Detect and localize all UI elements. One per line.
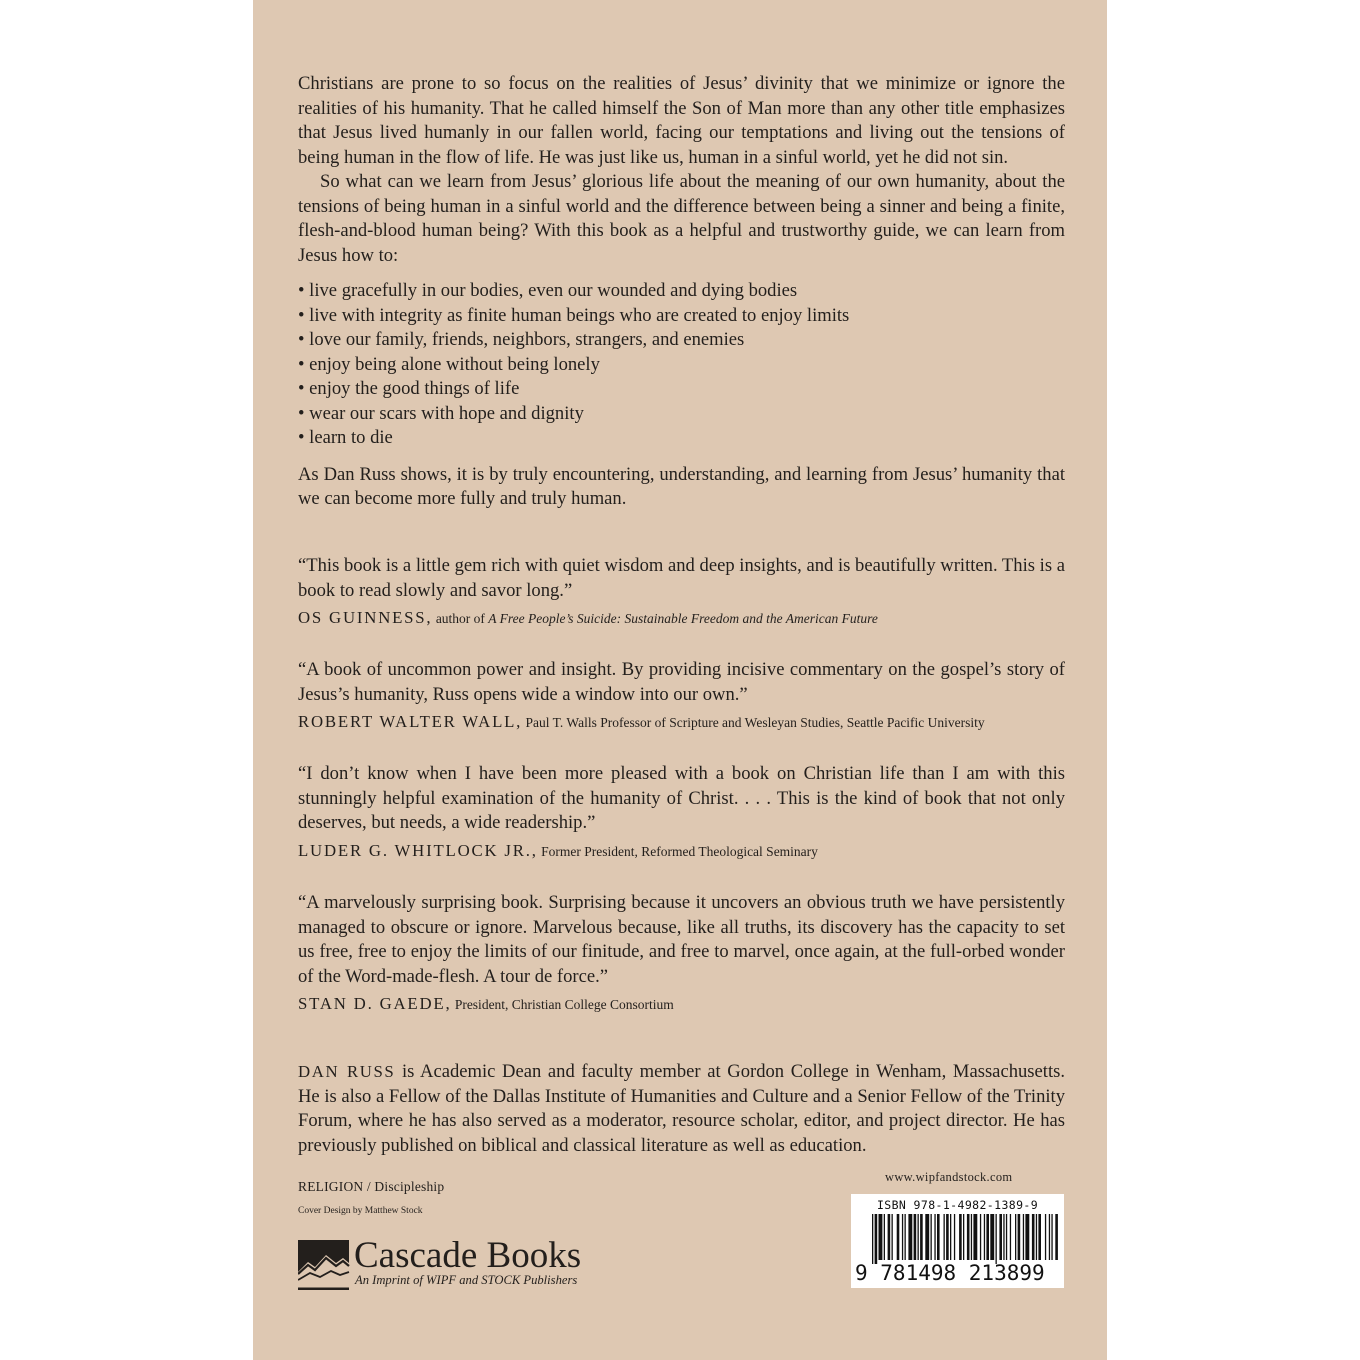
publisher-website: www.wipfandstock.com [885, 1170, 1013, 1184]
learning-list [298, 279, 1065, 451]
barcode-bar [905, 1214, 906, 1260]
barcode-bar [879, 1214, 883, 1260]
list-item: • enjoy being alone without being lonely [298, 353, 600, 375]
endorser-role: Paul T. Walls Professor of Scripture and Wesleyan Studies, Seattle Pacific University [525, 715, 985, 730]
barcode-bar [1015, 1214, 1016, 1260]
barcode-bar [1036, 1214, 1037, 1260]
endorsement-quote: “This book is a little gem rich with quiet wisdom and deep insights, and is beautifully written. This is a book to read slowly and savor long.” [298, 555, 1065, 601]
endorser-role: President, Christian College Consortium [454, 997, 674, 1012]
endorsement-attribution [298, 840, 1065, 863]
endorsement-quote: “I don’t know when I have been more pleased with a book on Christian life than I am with this stunningly helpful examination of the humanity of Christ. . . . This is the kind of book that not only deserves, but needs, a wide readership.” [298, 763, 1065, 833]
list-item: • wear our scars with hope and dignity [298, 402, 584, 424]
barcode-bar [1032, 1214, 1035, 1260]
endorsement-attribution [298, 993, 1065, 1016]
barcode-bar [1055, 1214, 1058, 1260]
barcode-bar [925, 1214, 929, 1260]
list-item: • learn to die [298, 427, 393, 448]
endorser-role: Former President, Reformed Theological Seminary [541, 843, 818, 859]
barcode-bar [897, 1214, 900, 1260]
description-block [298, 72, 1065, 512]
barcode-bar [971, 1214, 972, 1260]
barcode-bar [996, 1214, 997, 1264]
endorsement [298, 554, 1065, 630]
endorsement-quote: “A marvelously surprising book. Surprising because it uncovers an obvious truth we have persistently managed to obscure or ignore. Marvelous because, like all truths, its discovery has the capacity to set us free, free to enjoy the limits of our finitude, and free to marvel, once again, at the full-orbed wonder of the Word-made-flesh. A tour de force.” [298, 892, 1065, 987]
barcode-bar [944, 1214, 945, 1260]
barcode-bar [892, 1214, 893, 1260]
author-name: DAN RUSS [298, 1062, 396, 1081]
endorsement [298, 762, 1065, 863]
cascade-mountain-icon [298, 1240, 350, 1292]
barcode-bar [967, 1214, 970, 1260]
endorser-role: author of [435, 611, 485, 626]
barcode-bar [872, 1214, 873, 1264]
endorsement-quote: “A book of uncommon power and insight. By providing incisive commentary on the gospel’s story of Jesus’s humanity, Russ opens wide a window into our own.” [298, 659, 1065, 705]
publisher-name: Cascade Books [354, 1235, 582, 1276]
cover-design-credit: Cover Design by Matthew Stock [298, 1206, 423, 1216]
isbn-number: ISBN 978-1-4982-1389-9 [876, 1198, 1039, 1212]
barcode-bar [954, 1214, 955, 1260]
list-item: • love our family, friends, neighbors, strangers, and enemies [298, 329, 745, 350]
description-paragraph-2: So what can we learn from Jesus’ glorious life about the meaning of our own humanity, about the tensions of being human in a sinful world and the difference between being a sinner and being a finite, flesh-and-blood human being? With this book as a helpful and trustworthy guide, we can learn from Jesus how to: [298, 171, 1065, 266]
endorser-work: A Free People’s Suicide: Sustainable Freedom and the American Future [488, 611, 878, 626]
barcode-bar [986, 1214, 989, 1260]
list-item: • live gracefully in our bodies, even our wounded and dying bodies [298, 280, 798, 301]
endorser-name: OS GUINNESS, [298, 608, 433, 627]
description-paragraph-3: As Dan Russ shows, it is by truly encountering, understanding, and learning from Jesus’ humanity that we can become more fully and truly human. [298, 463, 1065, 509]
barcode-bar [934, 1214, 935, 1260]
barcode-bar [1018, 1214, 1021, 1260]
barcode-bar [920, 1214, 923, 1260]
barcode-bar [1010, 1214, 1011, 1260]
barcode-bar [1006, 1214, 1007, 1260]
barcode-bar [937, 1214, 940, 1260]
barcode-bar [914, 1214, 917, 1260]
barcode-bar [1049, 1214, 1050, 1260]
description-paragraph-1: Christians are prone to so focus on the realities of Jesus’ divinity that we minimize or ignore the realities of his humanity. That he called himself the Son of Man more than any other title emphasizes that Jesus lived humanly in our fallen world, facing our temptations and living out the tensions of being human in the flow of life. He was just like us, human in a sinful world, yet he did not sin. [298, 73, 1065, 168]
barcode-bar [1038, 1214, 1041, 1260]
barcode-bar [1003, 1214, 1004, 1260]
barcode-bar [902, 1214, 903, 1260]
barcode-bar [888, 1214, 891, 1260]
list-item: • enjoy the good things of life [298, 378, 520, 399]
barcode-bar [908, 1214, 912, 1260]
barcode-bar [959, 1214, 962, 1260]
barcode-bar [984, 1214, 985, 1260]
barcode-bar [990, 1214, 994, 1260]
publisher-imprint: An Imprint of WIPF and STOCK Publishers [355, 1273, 578, 1287]
endorsement [298, 658, 1065, 734]
endorser-name: STAN D. GAEDE, [298, 994, 452, 1013]
book-category: RELIGION / Discipleship [298, 1179, 445, 1194]
endorsement-attribution [298, 711, 1065, 734]
barcode-bar [980, 1214, 981, 1260]
barcode-digits: 9 781498 213899 [855, 1261, 1045, 1285]
barcode-bar [973, 1214, 977, 1260]
endorsement [298, 891, 1065, 1016]
barcode-bar [963, 1214, 964, 1260]
barcode-bar [1051, 1214, 1052, 1260]
barcode-bar [875, 1214, 878, 1264]
list-item: • live with integrity as finite human beings who are created to enjoy limits [298, 304, 850, 326]
endorsement-attribution [298, 607, 1065, 630]
isbn-barcode [851, 1194, 1064, 1288]
author-bio-text [298, 1060, 1065, 1158]
barcode-bar [918, 1214, 919, 1260]
author-bio-body: is Academic Dean and faculty member at Gordon College in Wenham, Massachusetts. He is also a Fellow of the Dallas Institute of Humanities and Culture and a Senior Fellow of the Trinity Forum, where he has also served as a moderator, resource scholar, editor, and project director. He has previously published on biblical and classical literature as well as education. [298, 1061, 1065, 1156]
barcode-bar [884, 1214, 885, 1260]
endorser-name: LUDER G. WHITLOCK JR., [298, 840, 538, 860]
barcode-bar [999, 1214, 1002, 1260]
barcode-bar [1023, 1214, 1024, 1260]
barcode-bar [950, 1214, 951, 1260]
barcode-bar [1045, 1214, 1046, 1260]
barcode-bar [946, 1214, 949, 1260]
barcode-bar [931, 1214, 932, 1260]
publisher-logo [298, 1236, 618, 1292]
endorser-name: ROBERT WALTER WALL, [298, 712, 523, 731]
barcode-bar [1025, 1214, 1029, 1260]
author-bio [298, 1060, 1065, 1158]
